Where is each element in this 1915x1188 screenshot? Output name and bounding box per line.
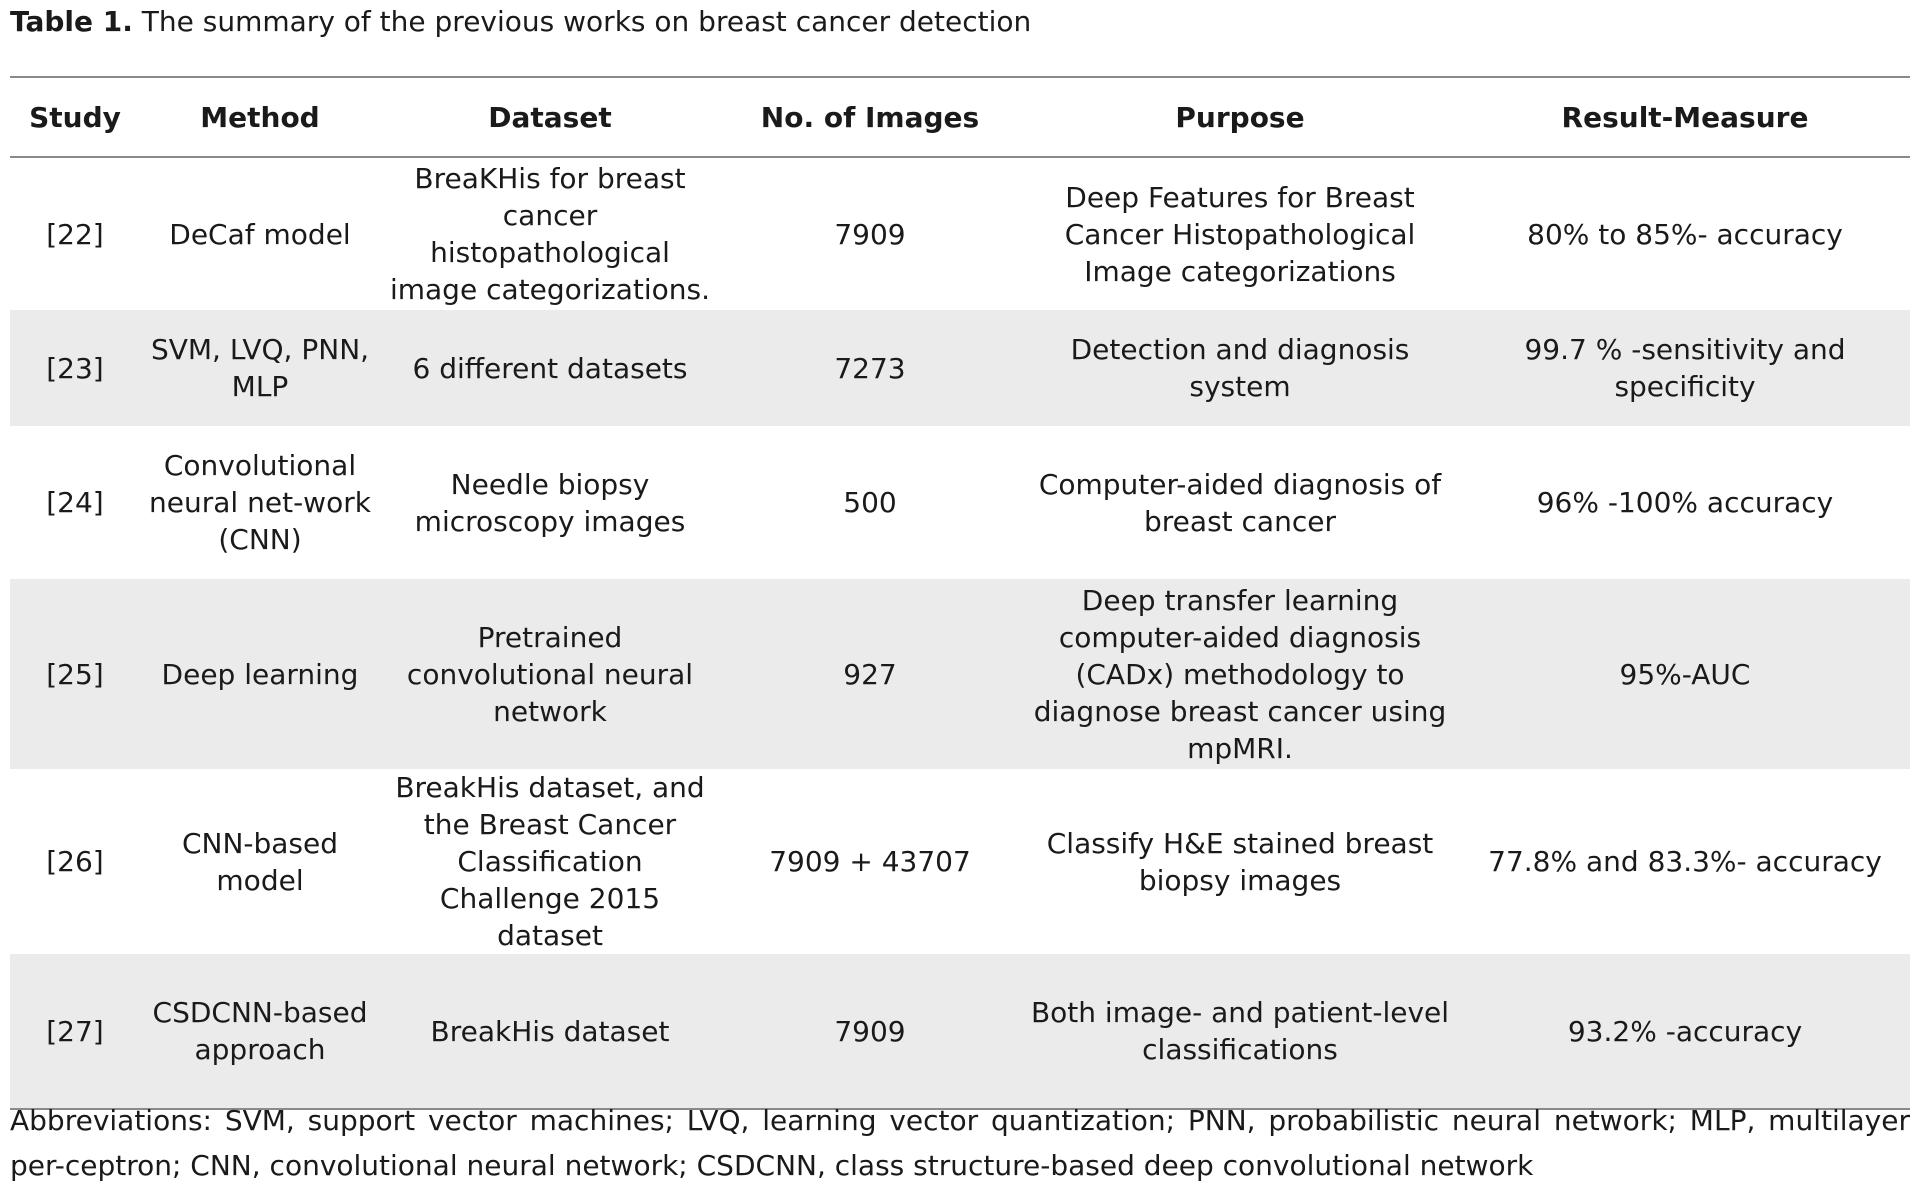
cell-dataset: BreakHis dataset, and the Breast Cancer Classification Challenge 2015 dataset (395, 771, 705, 952)
cell-method: Convolutional neural net-work (CNN) (149, 449, 371, 556)
table-header-row (10, 77, 1910, 157)
header-purpose: Purpose (1020, 77, 1460, 157)
abbreviations-note: Abbreviations: SVM, support vector machines; LVQ, learning vector quantization; PNN, probabilistic neural network; MLP, multilayer per-ceptron; CNN, convolutional neural network; CSDCNN, class structure-based deep convolutional network (10, 1104, 1910, 1182)
cell-result: 93.2% -accuracy (1460, 954, 1910, 1109)
header-dataset: Dataset (380, 77, 720, 157)
cell-images: 7909 (834, 217, 906, 251)
table-row (10, 157, 1910, 310)
cell-method: DeCaf model (169, 217, 351, 251)
cell-purpose: Detection and diagnosis system (1020, 310, 1460, 426)
cell-study: [23] (10, 310, 140, 426)
cell-dataset: 6 different datasets (380, 310, 720, 426)
cell-study: [27] (10, 954, 140, 1109)
summary-table (10, 76, 1910, 1110)
table-row (10, 579, 1910, 769)
header-method: Method (140, 77, 380, 157)
table-caption (10, 4, 1031, 40)
cell-method: CSDCNN-based approach (140, 954, 380, 1109)
cell-dataset: BreakHis dataset (380, 954, 720, 1109)
cell-result: 95%-AUC (1460, 579, 1910, 769)
cell-method: Deep learning (140, 579, 380, 769)
table-caption-text: The summary of the previous works on breast cancer detection (132, 5, 1032, 38)
cell-result: 80% to 85%- accuracy (1527, 217, 1843, 251)
cell-images: 7909 + 43707 (769, 845, 971, 878)
cell-study: [24] (46, 486, 104, 519)
cell-images: 927 (720, 579, 1020, 769)
cell-purpose: Deep transfer learning computer-aided diagnosis (CADx) methodology to diagnose breast cancer using mpMRI. (1020, 579, 1460, 769)
header-result-measure: Result-Measure (1460, 77, 1910, 157)
cell-dataset: BreaKHis for breast cancer histopathological image categorizations. (389, 162, 711, 306)
header-study: Study (10, 77, 140, 157)
cell-dataset: Pretrained convolutional neural network (380, 579, 720, 769)
cell-result: 77.8% and 83.3%- accuracy (1488, 845, 1882, 878)
table-caption-label: Table 1. (10, 5, 133, 38)
cell-images: 7273 (720, 310, 1020, 426)
cell-study: [25] (10, 579, 140, 769)
cell-purpose: Classify H&E stained breast biopsy images (1046, 826, 1434, 897)
cell-images: 7909 (720, 954, 1020, 1109)
table-row (10, 426, 1910, 579)
cell-study: [22] (46, 217, 104, 251)
header-no-of-images: No. of Images (720, 77, 1020, 157)
cell-images: 500 (843, 486, 897, 519)
cell-method: SVM, LVQ, PNN, MLP (140, 310, 380, 426)
cell-study: [26] (46, 845, 104, 878)
cell-purpose: Computer-aided diagnosis of breast cancer (1038, 467, 1442, 538)
table-row (10, 310, 1910, 426)
cell-purpose: Both image- and patient-level classifications (1020, 954, 1460, 1109)
cell-purpose: Deep Features for Breast Cancer Histopathological Image categorizations (1064, 180, 1416, 288)
cell-result: 99.7 % -sensitivity and specificity (1460, 310, 1910, 426)
cell-method: CNN-based model (181, 826, 339, 897)
cell-result: 96% -100% accuracy (1536, 486, 1834, 519)
cell-dataset: Needle biopsy microscopy images (414, 467, 686, 538)
table-row (10, 954, 1910, 1109)
table-row (10, 769, 1910, 954)
